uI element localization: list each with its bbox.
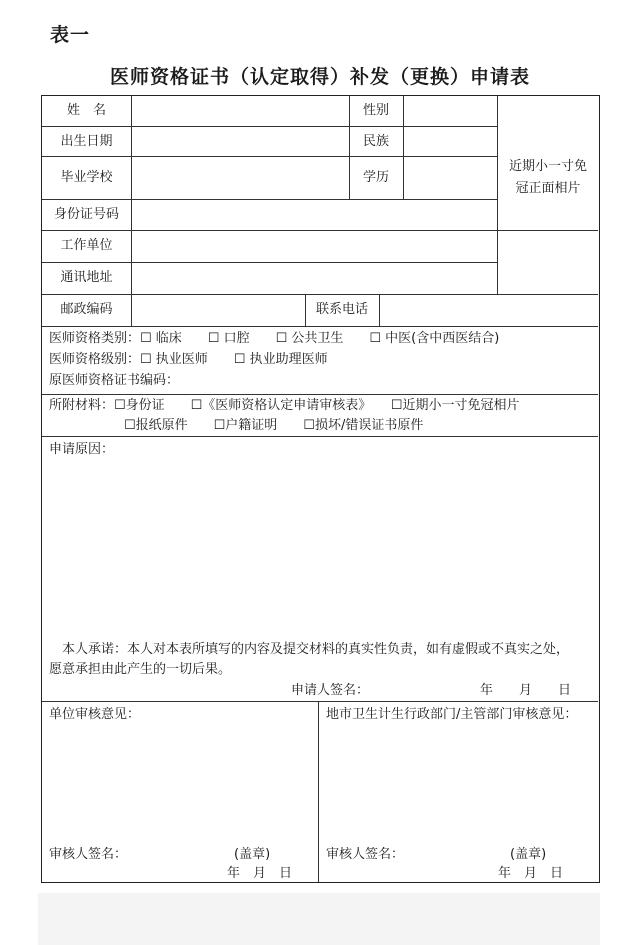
ethnicity-label: 民族	[362, 134, 389, 149]
dept-review-input[interactable]	[319, 726, 596, 844]
pledge-line2: 愿意承担由此产生的一切后果。	[49, 662, 232, 677]
dept-review-label: 地市卫生计生行政部门/主管部门审核意见：	[326, 707, 578, 722]
ethnicity-input[interactable]	[404, 127, 496, 156]
school-label: 毕业学校	[60, 170, 113, 185]
form-title: 医师资格证书（认定取得）补发（更换）申请表	[109, 66, 530, 88]
id-number-input[interactable]	[132, 200, 496, 230]
id-number-label: 身份证号码	[53, 207, 119, 222]
address-input[interactable]	[132, 263, 596, 294]
phone-input[interactable]	[380, 295, 596, 326]
attachments-line1[interactable]: 所附材料：☐身份证 ☐《医师资格认定申请审核表》 ☐近期小一寸免冠相片	[49, 398, 520, 413]
photo-caption-line2: 冠正面相片	[515, 181, 581, 196]
address-label: 通讯地址	[60, 270, 113, 285]
unit-review-label: 单位审核意见：	[49, 707, 141, 722]
gender-label: 性别	[362, 103, 389, 118]
unit-seal-label: (盖章)	[234, 847, 271, 862]
education-label: 学历	[362, 170, 389, 185]
photo-placeholder	[498, 156, 598, 200]
birth-date-label: 出生日期	[60, 134, 113, 149]
reason-label: 申请原因：	[49, 442, 115, 457]
work-unit-input[interactable]	[132, 231, 496, 262]
gender-input[interactable]	[404, 96, 496, 126]
unit-review-date-label: 年 月 日	[227, 866, 293, 881]
dept-seal-label: (盖章)	[510, 847, 547, 862]
pledge-line1: 本人承诺：本人对本表所填写的内容及提交材料的真实性负责，如有虚假或不真实之处，	[62, 642, 570, 657]
unit-review-input[interactable]	[42, 726, 317, 844]
birth-date-input[interactable]	[132, 127, 348, 156]
name-label: 姓 名	[66, 103, 106, 118]
page-bottom-shadow	[38, 893, 600, 945]
old-certificate-number-label: 原医师资格证书编码：	[49, 373, 180, 388]
photo-caption-line1: 近期小一寸免	[508, 159, 587, 174]
work-unit-label: 工作单位	[60, 238, 113, 253]
table-number: 表一	[50, 24, 91, 46]
qualification-level[interactable]: 医师资格级别：☐ 执业医师 ☐ 执业助理医师	[49, 352, 328, 367]
reason-input[interactable]	[42, 460, 598, 638]
name-input[interactable]	[132, 96, 348, 126]
application-form	[41, 95, 600, 883]
attachments-line2[interactable]: ☐报纸原件 ☐户籍证明 ☐损坏/错误证书原件	[124, 418, 424, 433]
school-input[interactable]	[132, 157, 348, 199]
applicant-date-label: 年 月 日	[480, 683, 572, 698]
postal-code-label: 邮政编码	[60, 302, 113, 317]
phone-label: 联系电话	[315, 302, 368, 317]
dept-reviewer-signature-label: 审核人签名：	[326, 847, 405, 862]
applicant-signature-label: 申请人签名：	[291, 683, 370, 698]
unit-reviewer-signature-label: 审核人签名：	[49, 847, 128, 862]
qualification-category[interactable]: 医师资格类别：☐ 临床 ☐ 口腔 ☐ 公共卫生 ☐ 中医(含中西医结合)	[49, 331, 500, 346]
postal-code-input[interactable]	[132, 295, 304, 326]
dept-review-date-label: 年 月 日	[498, 866, 564, 881]
education-input[interactable]	[404, 157, 496, 199]
